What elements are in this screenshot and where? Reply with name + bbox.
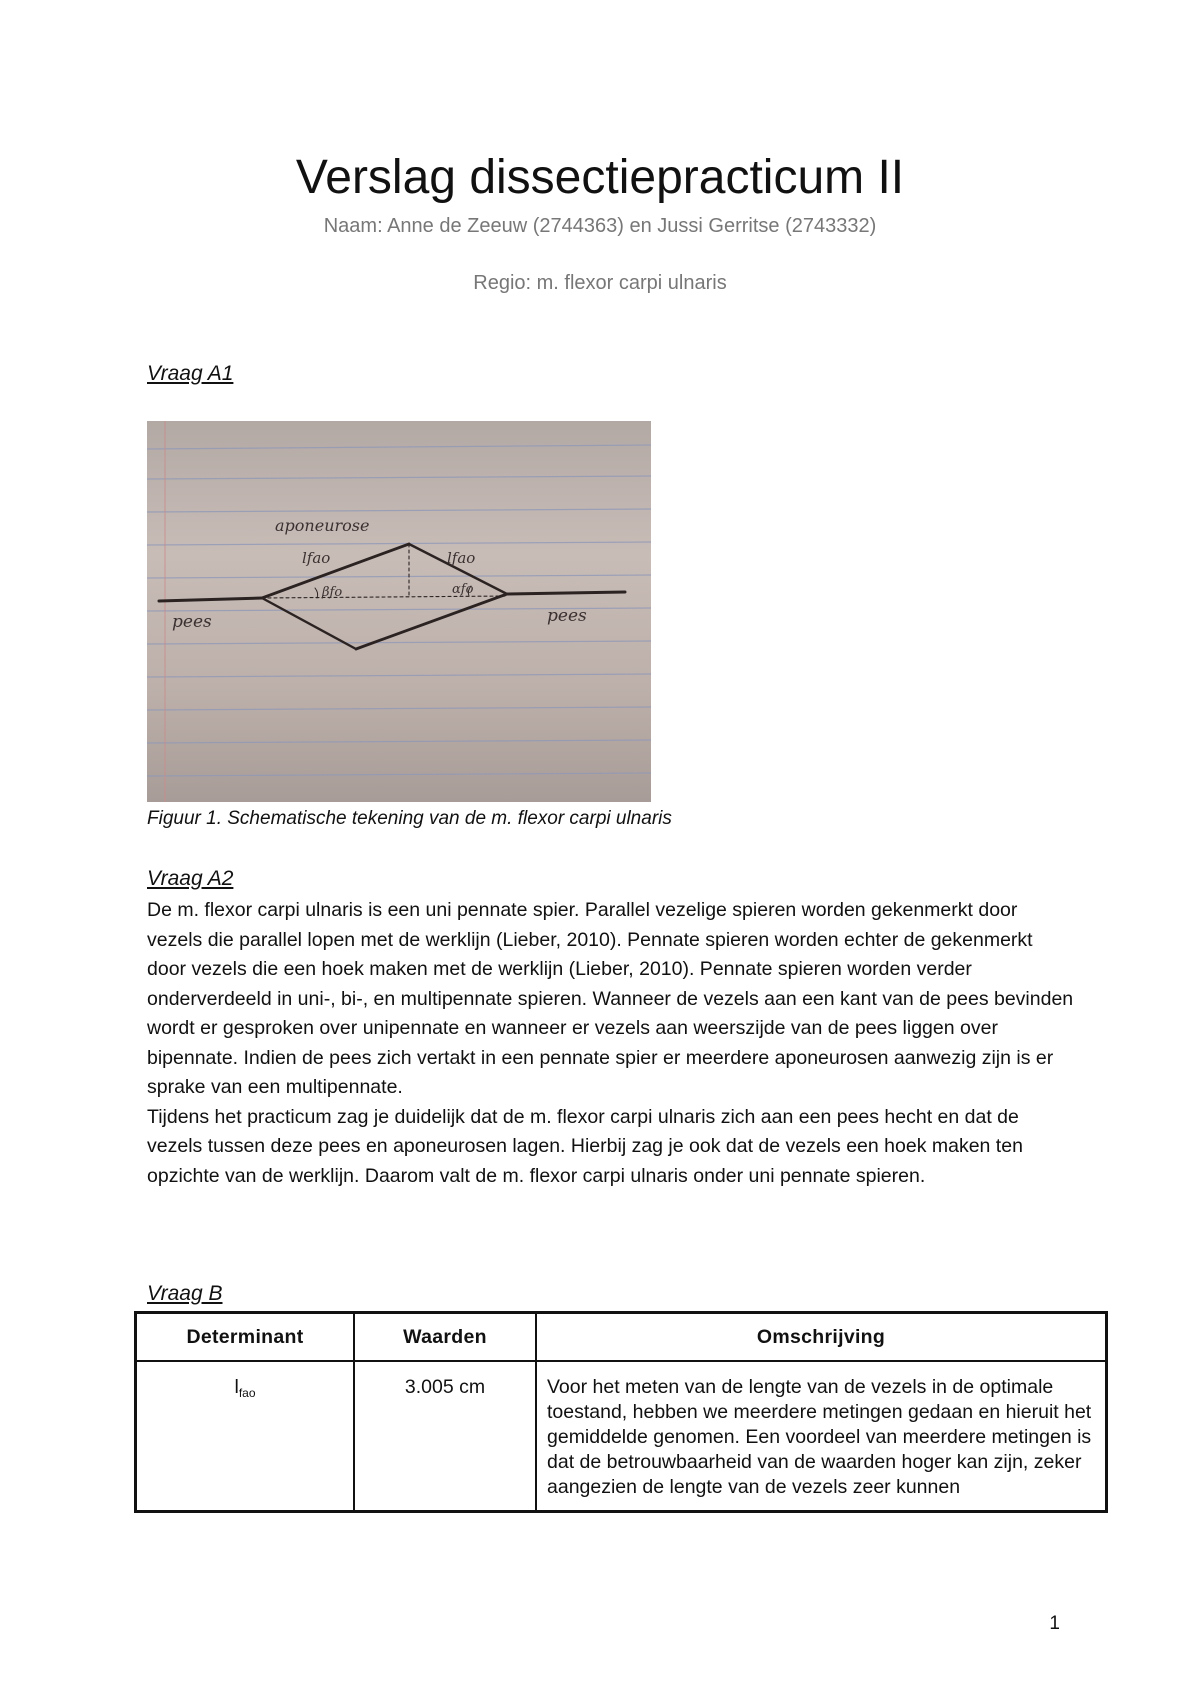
table-row xyxy=(136,1361,1107,1512)
cell-omschrijving: Voor het meten van de lengte van de vezels in de optimale toestand, hebben we meerdere metingen gedaan en hieruit het gemiddelde genomen. Een voordeel van meerdere metingen is dat de betrouwbaarheid van de waarden hoger kan zijn, zeker aangezien de lengte van de vezels zeer kunnen xyxy=(536,1361,1107,1512)
col-header-omschrijving: Omschrijving xyxy=(536,1313,1107,1362)
figure-caption: Figuur 1. Schematische tekening van de m. flexor carpi ulnaris xyxy=(147,808,672,829)
sketch-drawing xyxy=(147,421,651,802)
determinant-symbol: l xyxy=(234,1376,239,1398)
label-alpha: αfo xyxy=(452,582,474,597)
figure-sketch-photo xyxy=(147,421,651,802)
answer-a2-text xyxy=(147,896,1077,1191)
col-header-waarden: Waarden xyxy=(354,1313,536,1362)
label-pees-right: pees xyxy=(547,606,587,626)
page-number: 1 xyxy=(1049,1613,1060,1634)
label-lfao-left: lfao xyxy=(302,549,331,567)
sketch-labels xyxy=(172,516,587,632)
label-pees-left: pees xyxy=(172,612,212,632)
heading-vraag-a1: Vraag A1 xyxy=(147,362,234,385)
muscle-diagram xyxy=(159,544,625,649)
determinant-table xyxy=(134,1311,1108,1513)
answer-a2-paragraph-1: De m. flexor carpi ulnaris is een uni pennate spier. Parallel vezelige spieren worden gekenmerkt door vezels die parallel lopen met de werklijn (Lieber, 2010). Pennate spieren worden echter de gekenmerkt door vezels die een hoek maken met de werklijn (Lieber, 2010). Pennate spieren worden verder onderverdeeld in uni-, bi-, en multipennate spieren. Wanneer de vezels aan een kant van de pees bevinden wordt er gesproken over unipennate en wanneer er vezels aan weerszijde van de pees liggen over bipennate. Indien de pees zich vertakt in een pennate spier er meerdere aponeurosen aanwezig zijn is er sprake van een multipennate. xyxy=(147,899,1074,1098)
determinant-subscript: fao xyxy=(238,1386,256,1400)
label-aponeurose: aponeurose xyxy=(275,516,370,535)
answer-a2-paragraph-2: Tijdens het practicum zag je duidelijk dat de m. flexor carpi ulnaris zich aan een pees hecht en dat de vezels tussen deze pees en aponeurosen lagen. Hierbij zag je ook dat de vezels een hoek maken ten opzichte van de werklijn. Daarom valt de m. flexor carpi ulnaris onder uni pennate spieren. xyxy=(147,1105,1023,1187)
label-lfao-right: lfao xyxy=(447,549,476,567)
heading-vraag-a2: Vraag A2 xyxy=(147,867,234,890)
cell-waarden: 3.005 cm xyxy=(354,1361,536,1512)
heading-vraag-b: Vraag B xyxy=(147,1282,223,1305)
table-header-row xyxy=(136,1313,1107,1362)
label-beta: βfo xyxy=(322,585,343,600)
col-header-determinant: Determinant xyxy=(136,1313,355,1362)
region-line: Regio: m. flexor carpi ulnaris xyxy=(473,272,727,294)
cell-determinant xyxy=(136,1361,355,1512)
document-title: Verslag dissectiepracticum II xyxy=(295,151,905,204)
author-names: Naam: Anne de Zeeuw (2744363) en Jussi Gerritse (2743332) xyxy=(323,215,877,237)
